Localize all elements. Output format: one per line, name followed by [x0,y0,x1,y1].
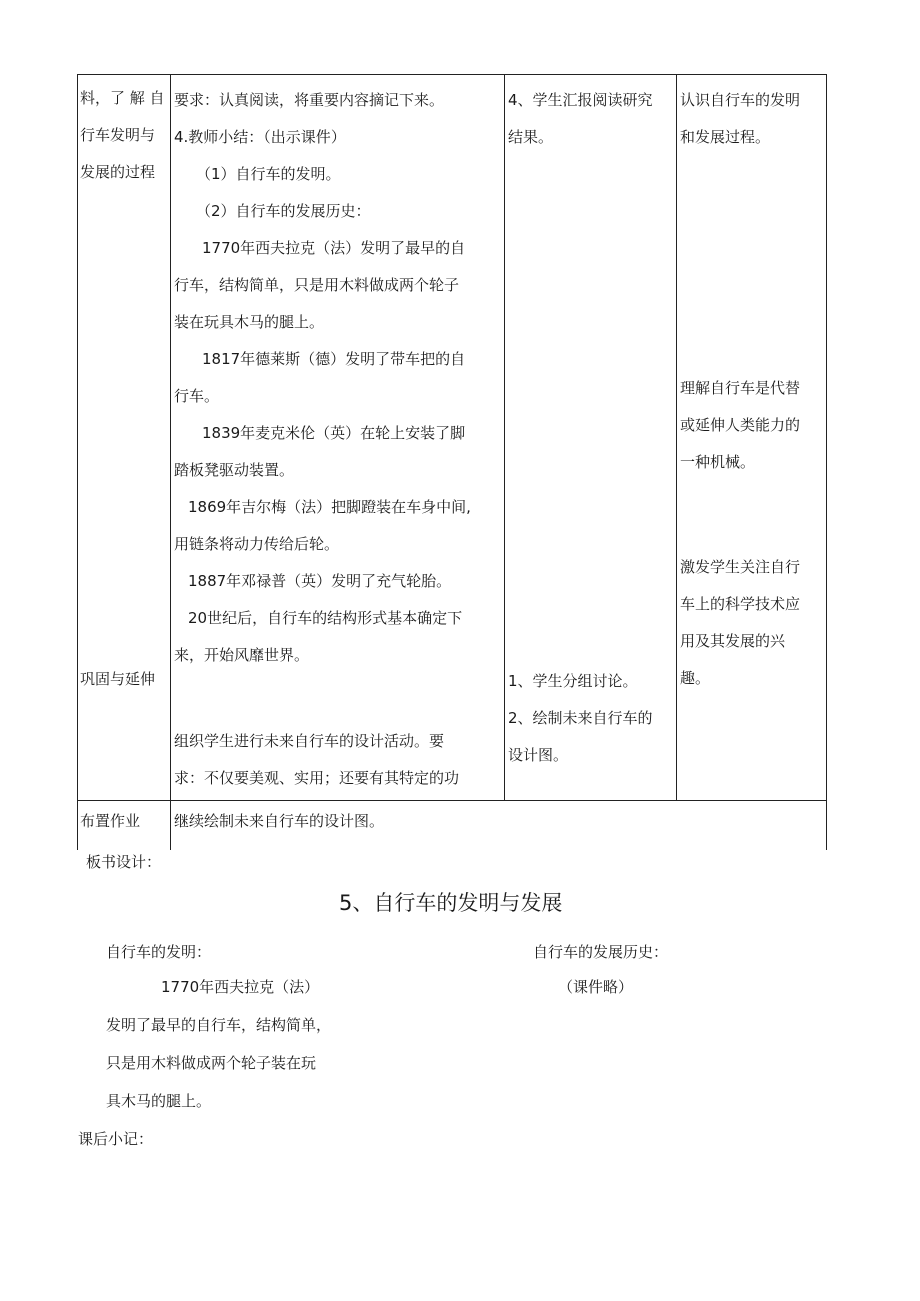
table-divider-3 [676,74,677,800]
intent-block-2 [680,370,826,481]
teacher-line: 装在玩具木马的腿上。 [174,313,325,331]
stage-cell-extend: 巩固与延伸 [80,670,156,688]
student-line: 1、学生分组讨论。 [508,672,638,690]
board-left-line: 1770年西夫拉克（法） [161,978,320,996]
board-right-note: （课件略） [558,978,634,996]
intent-line: 车上的科学技术应 [680,595,801,613]
intent-line: 趣。 [680,669,711,687]
teacher-line: （1）自行车的发明。 [196,165,341,183]
homework-text: 继续绘制未来自行车的设计图。 [174,812,385,830]
table-divider-1 [170,74,171,850]
stage-cell-method [80,80,170,191]
intent-line: 一种机械。 [680,453,756,471]
table-row-divider [77,800,827,801]
board-title: 5、自行车的发明与发展 [339,891,563,915]
board-right-title: 自行车的发展历史： [533,943,669,961]
teacher-line: 组织学生进行未来自行车的设计活动。要 [174,732,445,750]
teacher-line: 来，开始风靡世界。 [174,646,310,664]
intent-line: 或延伸人类能力的 [680,416,801,434]
intent-block-3 [680,549,826,697]
stage-cell-homework: 布置作业 [80,812,141,830]
table-border-right [826,74,827,850]
teacher-line: 4.教师小结：（出示课件） [174,128,346,146]
teacher-line: 求：不仅要美观、实用；还要有其特定的功 [174,769,460,787]
afterclass-notes: 课后小记： [78,1130,154,1148]
intent-line: 和发展过程。 [680,128,771,146]
intent-line: 激发学生关注自行 [680,558,801,576]
board-left-line: 发明了最早的自行车，结构简单， [106,1016,332,1034]
table-divider-2 [504,74,505,800]
teacher-line: 行车，结构简单，只是用木料做成两个轮子 [174,276,460,294]
teacher-line: 1839年麦克米伦（英）在轮上安装了脚 [202,424,466,442]
student-line: 4、学生汇报阅读研究 [508,91,653,109]
student-line: 设计图。 [508,746,569,764]
student-extend-cell [508,663,676,774]
student-line: 结果。 [508,128,554,146]
table-border-left [77,74,78,850]
teacher-line: 1887年邓禄普（英）发明了充气轮胎。 [188,572,452,590]
teacher-line: 1817年德莱斯（德）发明了带车把的自 [202,350,466,368]
intent-line: 理解自行车是代替 [680,379,801,397]
board-left-line: 只是用木料做成两个轮子装在玩 [106,1054,317,1072]
board-left-line: 具木马的腿上。 [106,1092,212,1110]
teacher-line: （2）自行车的发展历史： [196,202,371,220]
teacher-line: 踏板凳驱动装置。 [174,461,295,479]
teacher-line: 1869年吉尔梅（法）把脚蹬装在车身中间, [188,498,471,516]
intent-line: 认识自行车的发明 [680,91,801,109]
stage-line: 行车发明与 [80,126,156,144]
teacher-extend-cell [174,723,504,797]
teacher-line: 行车。 [174,387,220,405]
board-left-title: 自行车的发明： [106,943,212,961]
intent-block-1 [680,82,826,156]
student-line: 2、绘制未来自行车的 [508,709,653,727]
stage-line: 料，了 解 自 [80,89,165,107]
teacher-line: 20世纪后，自行车的结构形式基本确定下 [188,609,463,627]
table-border-top [77,74,827,75]
lesson-plan-table [77,74,827,850]
teacher-activity-cell [174,82,504,674]
student-activity-cell [508,82,676,156]
teacher-line: 用链条将动力传给后轮。 [174,535,340,553]
teacher-line: 1770年西夫拉克（法）发明了最早的自 [202,239,466,257]
stage-line: 发展的过程 [80,163,156,181]
board-heading: 板书设计： [86,853,162,871]
intent-line: 用及其发展的兴 [680,632,786,650]
teacher-line: 要求：认真阅读，将重要内容摘记下来。 [174,91,445,109]
